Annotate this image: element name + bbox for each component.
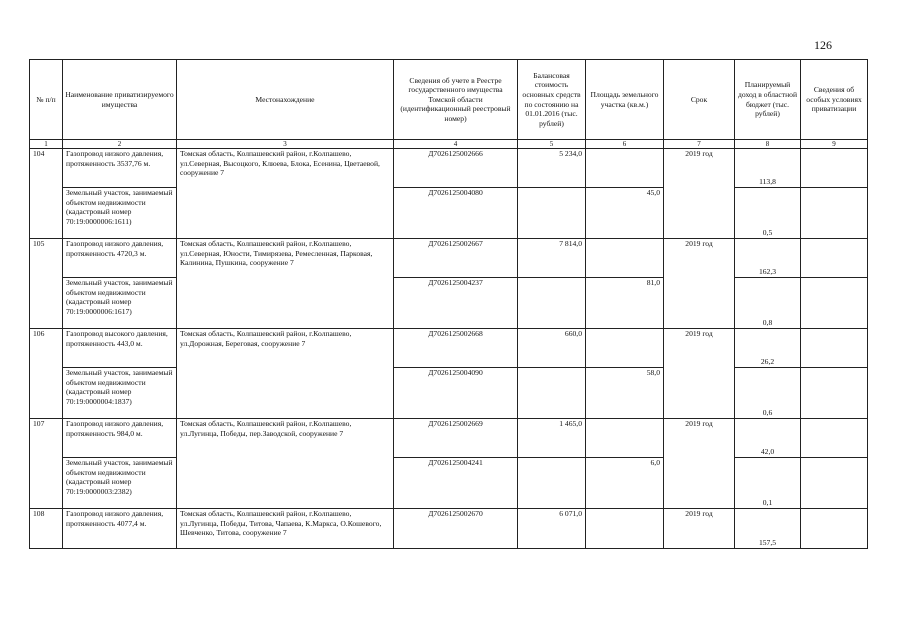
land-area <box>586 509 664 549</box>
header-location: Местонахождение <box>177 60 394 140</box>
column-number: 7 <box>664 140 735 149</box>
special-conditions <box>801 278 868 329</box>
object-name: Газопровод высокого давления, протяженность 443,0 м. <box>63 329 177 368</box>
object-name: Земельный участок, занимаемый объектом недвижимости (кадастровый номер 70:19:0000003:2382) <box>63 458 177 509</box>
header-row <box>30 60 868 140</box>
object-location: Томская область, Колпашевский район, г.Колпашево, ул.Лугинца, Победы, пер.Заводской, сооружение 7 <box>177 419 394 509</box>
column-number: 3 <box>177 140 394 149</box>
column-number: 2 <box>63 140 177 149</box>
column-number: 6 <box>586 140 664 149</box>
object-location: Томская область, Колпашевский район, г.Колпашево, ул.Северная, Юности, Тимирязева, Ремесленная, Парковая, Калинина, Пушкина, сооружение 7 <box>177 239 394 329</box>
column-number: 8 <box>735 140 801 149</box>
object-name: Земельный участок, занимаемый объектом недвижимости (кадастровый номер 70:19:0000004:1837) <box>63 368 177 419</box>
planned-income: 0,6 <box>735 368 801 419</box>
land-area: 81,0 <box>586 278 664 329</box>
registry-number: Д7026125004237 <box>394 278 518 329</box>
special-conditions <box>801 329 868 368</box>
row-number: 108 <box>30 509 63 549</box>
land-area <box>586 329 664 368</box>
column-number: 5 <box>518 140 586 149</box>
row-number: 105 <box>30 239 63 329</box>
land-area: 6,0 <box>586 458 664 509</box>
privatization-term: 2019 год <box>664 419 735 509</box>
header-conditions: Сведения об особых условиях приватизации <box>801 60 868 140</box>
special-conditions <box>801 188 868 239</box>
registry-number: Д7026125002668 <box>394 329 518 368</box>
registry-number: Д7026125002670 <box>394 509 518 549</box>
registry-number: Д7026125004090 <box>394 368 518 419</box>
privatization-term: 2019 год <box>664 329 735 419</box>
land-area <box>586 239 664 278</box>
privatization-term: 2019 год <box>664 509 735 549</box>
registry-number: Д7026125002667 <box>394 239 518 278</box>
header-name: Наименование приватизируемого имущества <box>63 60 177 140</box>
column-number: 1 <box>30 140 63 149</box>
table-row <box>30 509 868 549</box>
planned-income: 157,5 <box>735 509 801 549</box>
header-num: № п/п <box>30 60 63 140</box>
table-row <box>30 149 868 188</box>
table-row <box>30 419 868 458</box>
balance-value <box>518 188 586 239</box>
object-location: Томская область, Колпашевский район, г.Колпашево, ул.Лугинца, Победы, Титова, Чапаева, К.Маркса, О.Кошевого, Шевченко, Титова, сооружение 7 <box>177 509 394 549</box>
header-term: Срок <box>664 60 735 140</box>
privatization-term: 2019 год <box>664 239 735 329</box>
table-row <box>30 329 868 368</box>
table-row <box>30 368 868 419</box>
registry-number: Д7026125004080 <box>394 188 518 239</box>
privatization-table <box>29 59 868 549</box>
registry-number: Д7026125002669 <box>394 419 518 458</box>
balance-value <box>518 278 586 329</box>
planned-income: 162,3 <box>735 239 801 278</box>
special-conditions <box>801 458 868 509</box>
column-number: 9 <box>801 140 868 149</box>
object-name: Газопровод низкого давления, протяженность 4077,4 м. <box>63 509 177 549</box>
object-name: Газопровод низкого давления, протяженность 4720,3 м. <box>63 239 177 278</box>
land-area <box>586 149 664 188</box>
object-name: Земельный участок, занимаемый объектом недвижимости (кадастровый номер 70:19:0000006:1611) <box>63 188 177 239</box>
balance-value: 660,0 <box>518 329 586 368</box>
row-number: 107 <box>30 419 63 509</box>
planned-income: 0,5 <box>735 188 801 239</box>
object-location: Томская область, Колпашевский район, г.Колпашево, ул.Дорожная, Береговая, сооружение 7 <box>177 329 394 419</box>
special-conditions <box>801 419 868 458</box>
land-area <box>586 419 664 458</box>
planned-income: 113,8 <box>735 149 801 188</box>
object-name: Газопровод низкого давления, протяженность 3537,76 м. <box>63 149 177 188</box>
land-area: 45,0 <box>586 188 664 239</box>
row-number: 106 <box>30 329 63 419</box>
privatization-term: 2019 год <box>664 149 735 239</box>
planned-income: 42,0 <box>735 419 801 458</box>
special-conditions <box>801 239 868 278</box>
header-registry: Сведения об учете в Реестре государственного имущества Томской области (идентификационный реестровый номер) <box>394 60 518 140</box>
page-number: 126 <box>814 38 832 52</box>
header-balance: Балансовая стоимость основных средств по состоянию на 01.01.2016 (тыс. рублей) <box>518 60 586 140</box>
planned-income: 0,8 <box>735 278 801 329</box>
object-name: Земельный участок, занимаемый объектом недвижимости (кадастровый номер 70:19:0000006:1617) <box>63 278 177 329</box>
column-number-row <box>30 140 868 149</box>
special-conditions <box>801 368 868 419</box>
object-location: Томская область, Колпашевский район, г.Колпашево, ул.Северная, Высоцкого, Клюева, Блока, Есенина, Цветаевой, сооружение 7 <box>177 149 394 239</box>
balance-value: 7 814,0 <box>518 239 586 278</box>
registry-number: Д7026125004241 <box>394 458 518 509</box>
header-area: Площадь земельного участка (кв.м.) <box>586 60 664 140</box>
special-conditions <box>801 149 868 188</box>
registry-number: Д7026125002666 <box>394 149 518 188</box>
balance-value: 1 465,0 <box>518 419 586 458</box>
row-number: 104 <box>30 149 63 239</box>
table-row <box>30 458 868 509</box>
column-number: 4 <box>394 140 518 149</box>
special-conditions <box>801 509 868 549</box>
balance-value: 6 071,0 <box>518 509 586 549</box>
header-income: Планируемый доход в областной бюджет (тыс. рублей) <box>735 60 801 140</box>
table-row <box>30 188 868 239</box>
planned-income: 26,2 <box>735 329 801 368</box>
table-row <box>30 239 868 278</box>
planned-income: 0,1 <box>735 458 801 509</box>
object-name: Газопровод низкого давления, протяженность 984,0 м. <box>63 419 177 458</box>
land-area: 58,0 <box>586 368 664 419</box>
balance-value <box>518 458 586 509</box>
table-row <box>30 278 868 329</box>
balance-value <box>518 368 586 419</box>
balance-value: 5 234,0 <box>518 149 586 188</box>
